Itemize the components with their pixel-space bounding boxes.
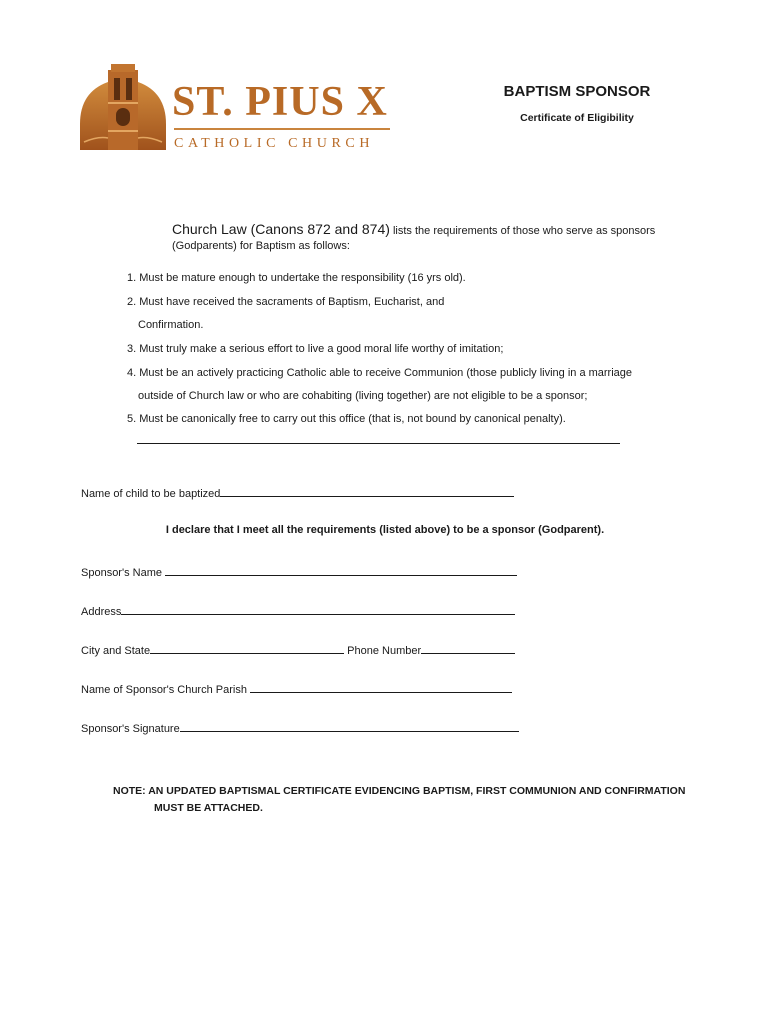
child-name-label: Name of child to be baptized [81,488,221,500]
address-field[interactable] [81,604,515,618]
logo-divider [174,128,390,130]
requirement-2: 2. Must have received the sacraments of Baptism, Eucharist, and [127,296,445,308]
note-line-1: NOTE: AN UPDATED BAPTISMAL CERTIFICATE EVIDENCING BAPTISM, FIRST COMMUNION AND CONFIRMATION [113,785,686,797]
parish-field[interactable] [81,682,512,696]
address-line[interactable] [121,604,515,615]
phone-line[interactable] [421,643,515,654]
requirement-5: 5. Must be canonically free to carry out this office (that is, not bound by canonical penalty). [127,413,566,425]
city-state-line[interactable] [150,643,344,654]
document-subtitle: Certificate of Eligibility [520,112,634,124]
child-name-line[interactable] [220,486,514,497]
intro-rest: lists the requirements of those who serve as sponsors [389,225,656,237]
requirement-1: 1. Must be mature enough to undertake the responsibility (16 yrs old). [127,272,466,284]
note-line-2: MUST BE ATTACHED. [154,802,263,814]
signature-label: Sponsor's Signature [81,723,180,735]
intro-paragraph [172,221,655,237]
requirement-3: 3. Must truly make a serious effort to live a good moral life worthy of imitation; [127,343,504,355]
phone-label: Phone Number [344,645,422,657]
parish-line[interactable] [250,682,512,693]
church-logo-icon [78,64,168,152]
signature-field[interactable] [81,721,519,735]
address-label: Address [81,606,122,618]
city-state-field[interactable] [81,643,515,657]
intro-lead: Church Law (Canons 872 and 874) [172,221,390,237]
signature-line[interactable] [180,721,519,732]
intro-line-2: (Godparents) for Baptism as follows: [172,240,350,252]
document-title: BAPTISM SPONSOR [503,83,651,100]
parish-label: Name of Sponsor's Church Parish [81,684,251,696]
logo-subtitle: CATHOLIC CHURCH [174,136,375,151]
sponsor-name-line[interactable] [165,565,517,576]
section-divider [137,443,620,444]
declaration-text: I declare that I meet all the requirements (listed above) to be a sponsor (Godparent). [165,524,605,536]
sponsor-name-field[interactable] [81,565,517,579]
logo-church-name: ST. PIUS X [172,79,388,125]
requirement-4-cont: outside of Church law or who are cohabiting (living together) are not eligible to be a sponsor; [138,390,588,402]
sponsor-name-label: Sponsor's Name [81,567,166,579]
requirement-2-cont: Confirmation. [138,319,204,331]
requirement-4: 4. Must be an actively practicing Catholic able to receive Communion (those publicly living in a marriage [127,367,633,379]
city-state-label: City and State [81,645,151,657]
child-name-field[interactable] [81,486,514,500]
